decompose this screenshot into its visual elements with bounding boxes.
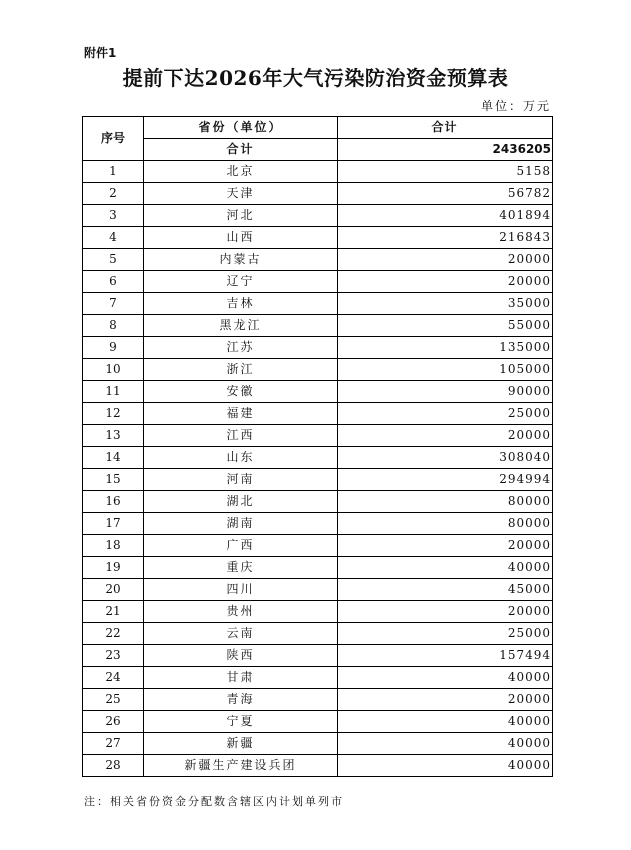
row-value: 135000 — [338, 337, 553, 359]
row-value: 40000 — [338, 557, 553, 579]
table-row — [83, 161, 553, 183]
row-province: 青海 — [144, 689, 338, 711]
row-value: 25000 — [338, 403, 553, 425]
row-index: 9 — [83, 337, 144, 359]
row-value: 216843 — [338, 227, 553, 249]
row-value: 20000 — [338, 249, 553, 271]
row-value: 25000 — [338, 623, 553, 645]
row-index: 11 — [83, 381, 144, 403]
table-row — [83, 205, 553, 227]
row-value: 35000 — [338, 293, 553, 315]
header-province: 省份（单位） — [144, 117, 338, 139]
row-value: 80000 — [338, 491, 553, 513]
row-province: 贵州 — [144, 601, 338, 623]
table-row — [83, 315, 553, 337]
row-province: 浙江 — [144, 359, 338, 381]
table-row — [83, 623, 553, 645]
table-row — [83, 667, 553, 689]
row-value: 40000 — [338, 667, 553, 689]
row-index: 2 — [83, 183, 144, 205]
table-row — [83, 711, 553, 733]
row-province: 新疆生产建设兵团 — [144, 755, 338, 777]
row-index: 28 — [83, 755, 144, 777]
row-index: 12 — [83, 403, 144, 425]
table-row — [83, 359, 553, 381]
table-row — [83, 601, 553, 623]
table-row — [83, 249, 553, 271]
row-index: 24 — [83, 667, 144, 689]
row-value: 20000 — [338, 601, 553, 623]
table-row — [83, 557, 553, 579]
row-value: 20000 — [338, 535, 553, 557]
row-index: 14 — [83, 447, 144, 469]
total-value: 2436205 — [338, 139, 553, 161]
header-total: 合计 — [338, 117, 553, 139]
row-value: 5158 — [338, 161, 553, 183]
row-province: 辽宁 — [144, 271, 338, 293]
row-province: 湖南 — [144, 513, 338, 535]
row-index: 15 — [83, 469, 144, 491]
row-province: 湖北 — [144, 491, 338, 513]
table-row — [83, 645, 553, 667]
row-province: 江西 — [144, 425, 338, 447]
table-row — [83, 381, 553, 403]
row-province: 河北 — [144, 205, 338, 227]
table-row — [83, 425, 553, 447]
row-index: 27 — [83, 733, 144, 755]
table-row — [83, 689, 553, 711]
row-index: 18 — [83, 535, 144, 557]
row-province: 甘肃 — [144, 667, 338, 689]
row-value: 55000 — [338, 315, 553, 337]
row-value: 40000 — [338, 733, 553, 755]
row-value: 294994 — [338, 469, 553, 491]
table-row — [83, 403, 553, 425]
table-row — [83, 513, 553, 535]
table-row — [83, 293, 553, 315]
table-row — [83, 183, 553, 205]
row-province: 江苏 — [144, 337, 338, 359]
budget-table — [82, 116, 553, 777]
row-index: 25 — [83, 689, 144, 711]
footnote: 注：相关省份资金分配数含辖区内计划单列市 — [84, 795, 344, 808]
table-row — [83, 227, 553, 249]
row-index: 4 — [83, 227, 144, 249]
row-value: 56782 — [338, 183, 553, 205]
row-index: 13 — [83, 425, 144, 447]
table-body — [83, 161, 553, 777]
row-value: 20000 — [338, 689, 553, 711]
row-value: 157494 — [338, 645, 553, 667]
row-index: 17 — [83, 513, 144, 535]
row-province: 北京 — [144, 161, 338, 183]
row-province: 福建 — [144, 403, 338, 425]
row-index: 10 — [83, 359, 144, 381]
header-index: 序号 — [83, 117, 144, 161]
row-province: 云南 — [144, 623, 338, 645]
row-province: 河南 — [144, 469, 338, 491]
row-index: 3 — [83, 205, 144, 227]
row-province: 宁夏 — [144, 711, 338, 733]
row-province: 天津 — [144, 183, 338, 205]
table-row — [83, 337, 553, 359]
row-province: 内蒙古 — [144, 249, 338, 271]
row-value: 401894 — [338, 205, 553, 227]
row-province: 安徽 — [144, 381, 338, 403]
table-row — [83, 469, 553, 491]
row-index: 8 — [83, 315, 144, 337]
row-province: 广西 — [144, 535, 338, 557]
table-row — [83, 535, 553, 557]
table-row — [83, 447, 553, 469]
row-index: 23 — [83, 645, 144, 667]
row-value: 20000 — [338, 425, 553, 447]
unit-label: 单位：万元 — [480, 99, 551, 113]
row-value: 40000 — [338, 711, 553, 733]
row-index: 22 — [83, 623, 144, 645]
row-province: 山东 — [144, 447, 338, 469]
row-index: 5 — [83, 249, 144, 271]
row-value: 80000 — [338, 513, 553, 535]
row-index: 19 — [83, 557, 144, 579]
row-province: 陕西 — [144, 645, 338, 667]
row-index: 6 — [83, 271, 144, 293]
total-label: 合计 — [144, 139, 338, 161]
row-value: 105000 — [338, 359, 553, 381]
row-province: 四川 — [144, 579, 338, 601]
table-row — [83, 733, 553, 755]
header-row — [83, 117, 553, 139]
document-title: 提前下达2026年大气污染防治资金预算表 — [122, 66, 509, 90]
row-province: 新疆 — [144, 733, 338, 755]
row-value: 20000 — [338, 271, 553, 293]
table-row — [83, 755, 553, 777]
row-province: 山西 — [144, 227, 338, 249]
row-index: 26 — [83, 711, 144, 733]
row-index: 21 — [83, 601, 144, 623]
row-province: 重庆 — [144, 557, 338, 579]
total-row — [83, 139, 553, 161]
row-value: 90000 — [338, 381, 553, 403]
row-province: 吉林 — [144, 293, 338, 315]
table-row — [83, 271, 553, 293]
row-index: 16 — [83, 491, 144, 513]
row-index: 20 — [83, 579, 144, 601]
table-row — [83, 579, 553, 601]
attachment-label: 附件1 — [84, 46, 117, 60]
row-value: 308040 — [338, 447, 553, 469]
row-value: 40000 — [338, 755, 553, 777]
row-province: 黑龙江 — [144, 315, 338, 337]
table-row — [83, 491, 553, 513]
row-index: 7 — [83, 293, 144, 315]
row-value: 45000 — [338, 579, 553, 601]
row-index: 1 — [83, 161, 144, 183]
